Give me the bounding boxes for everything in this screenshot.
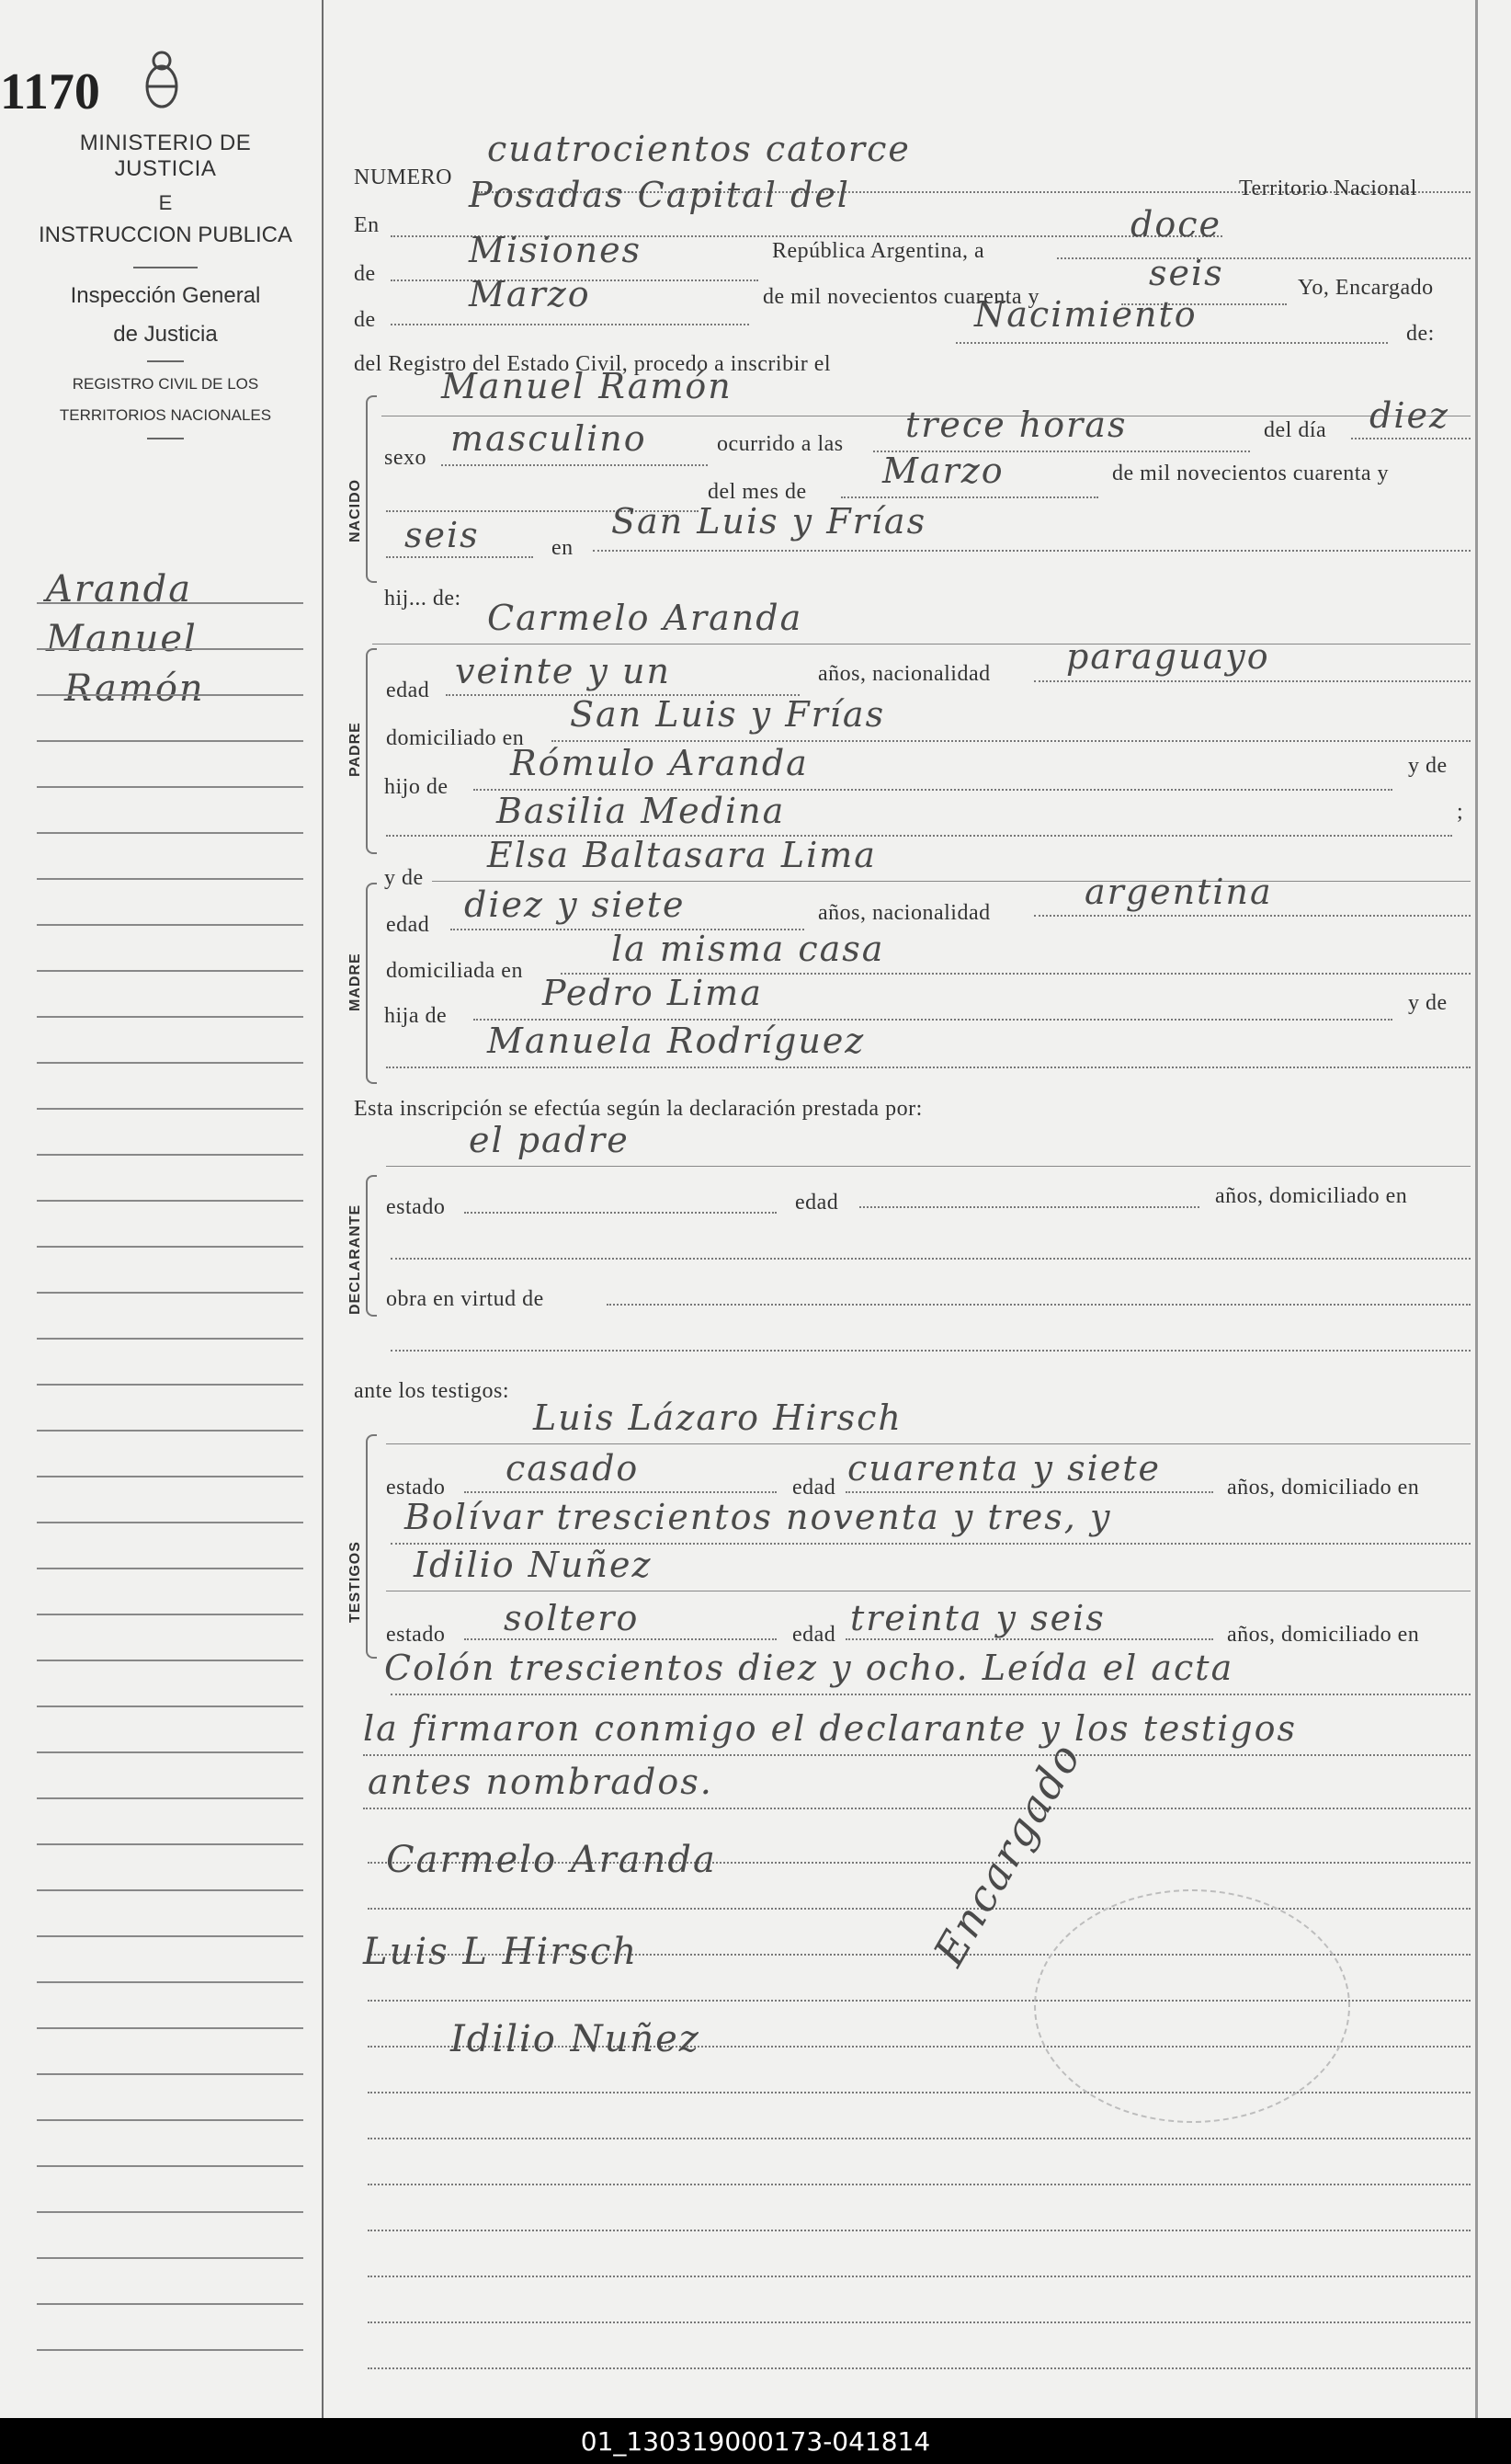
margin-ruled-line	[37, 740, 303, 742]
dia-dotline	[1351, 438, 1471, 439]
testigo1-name-line	[386, 1443, 1471, 1444]
margin-ruled-line	[37, 878, 303, 880]
margin-ruled-line	[37, 924, 303, 926]
margin-ruled-line	[37, 2303, 303, 2305]
declarante-extra-dotline	[391, 1350, 1471, 1352]
margin-ruled-line	[37, 2073, 303, 2075]
signature-3: Idilio Nuñez	[450, 2018, 700, 2060]
testigo2-domicilio-value: Colón trescientos diez y ocho. Leída el acta	[384, 1648, 1234, 1688]
closing-dotline1	[363, 1754, 1471, 1756]
anio-label: de mil novecientos cuarenta y	[1112, 462, 1390, 485]
anio-value: seis	[404, 515, 480, 555]
margin-ruled-line	[37, 1154, 303, 1156]
declarante-estado-label: estado	[386, 1195, 446, 1219]
margin-ruled-line	[37, 1843, 303, 1845]
margin-ruled-line	[37, 1889, 303, 1891]
signature-ruled-line	[368, 2138, 1471, 2139]
madre-edad-value: diez y siete	[464, 884, 686, 925]
declarante-edad-dotline	[859, 1206, 1199, 1208]
margin-ruled-line	[37, 1935, 303, 1937]
testigo2-domicilio-label: años, domiciliado en	[1227, 1623, 1420, 1647]
madre-name-line	[432, 881, 1471, 882]
testigo1-edad-value: cuarenta y siete	[847, 1448, 1161, 1489]
padre-brace	[366, 648, 377, 854]
testigo2-edad-value: treinta y seis	[850, 1598, 1106, 1638]
signature-ruled-line	[368, 2230, 1471, 2231]
margin-ruled-line	[37, 970, 303, 972]
anio-dotline	[386, 556, 533, 558]
lugar-value: San Luis y Frías	[611, 501, 927, 542]
testigo1-domicilio-label: años, domiciliado en	[1227, 1476, 1420, 1500]
madre-hija-de-label: hija de	[384, 1004, 448, 1028]
padre-domiciliado-label: domiciliado en	[386, 726, 525, 750]
footer-label: 01_130319000173-041814	[0, 2418, 1511, 2464]
padre-domicilio-value: San Luis y Frías	[570, 694, 886, 735]
testigos-section-label: TESTIGOS	[347, 1541, 363, 1623]
padre-hijo-de-label: hijo de	[384, 775, 449, 799]
signature-2: Luis L Hirsch	[363, 1931, 639, 1973]
margin-ruled-line	[37, 2119, 303, 2121]
mes-value: Marzo	[882, 451, 1005, 491]
registro-label: del Registro del Estado Civil, procedo a inscribir el	[354, 352, 832, 376]
declarante-dom-dotline	[391, 1258, 1471, 1260]
signature-4: Encargado	[924, 1733, 1091, 1974]
madre-madre-value: Manuela Rodríguez	[487, 1021, 866, 1061]
day-value: doce	[1130, 204, 1221, 245]
nacido-brace	[366, 395, 377, 583]
margin-ruled-line	[37, 832, 303, 834]
numero-value: cuatrocientos catorce	[487, 129, 911, 169]
margin-ruled-line	[37, 1660, 303, 1661]
margin-note-line3: Ramón	[64, 667, 205, 710]
padre-hijo-de-value: Rómulo Aranda	[510, 743, 809, 783]
testigo1-domicilio-value: Bolívar trescientos noventa y tres, y	[404, 1497, 1112, 1537]
month-dotline	[391, 324, 749, 325]
territorio-label: Territorio Nacional	[1239, 177, 1417, 200]
testigo1-name: Luis Lázaro Hirsch	[533, 1397, 903, 1438]
right-border	[1475, 0, 1478, 2418]
signature-ruled-line	[368, 2092, 1471, 2093]
padre-nac-dotline	[1034, 680, 1471, 682]
madre-nacionalidad-value: argentina	[1085, 872, 1273, 912]
declarante-estado-dotline	[464, 1212, 777, 1214]
nacido-name: Manuel Ramón	[441, 366, 733, 406]
folio-number: 1170	[0, 63, 100, 120]
margin-divider	[322, 0, 324, 2418]
margin-ruled-line	[37, 1292, 303, 1294]
testigo1-estado-value: casado	[506, 1448, 640, 1489]
signature-1: Carmelo Aranda	[386, 1839, 717, 1881]
declarante-edad-label: edad	[795, 1191, 839, 1215]
month-value: Marzo	[469, 274, 591, 314]
header-divider	[133, 267, 198, 268]
madre-domiciliada-label: domiciliada en	[386, 959, 523, 983]
encargado-label: Yo, Encargado	[1298, 276, 1434, 300]
margin-ruled-line	[37, 1797, 303, 1799]
margin-ruled-line	[37, 1430, 303, 1432]
republica-label: República Argentina, a	[772, 239, 985, 263]
declarante-section-label: DECLARANTE	[347, 1203, 363, 1315]
madre-section-label: MADRE	[347, 953, 363, 1011]
margin-note-line1: Aranda	[46, 568, 193, 610]
header-divider-2	[147, 360, 184, 362]
inspection-line1: Inspección General	[70, 283, 261, 308]
dia-value: diez	[1369, 395, 1449, 436]
declarante-brace	[366, 1175, 377, 1317]
hijo-label: hij... de:	[384, 587, 461, 610]
margin-ruled-line	[37, 2349, 303, 2351]
margin-ruled-line	[37, 1338, 303, 1340]
margin-ruled-line	[37, 2257, 303, 2259]
hora-value: trece horas	[905, 405, 1128, 445]
testigo2-estado-label: estado	[386, 1623, 446, 1647]
sexo-value: masculino	[450, 418, 647, 459]
margin-ruled-line	[37, 1016, 303, 1018]
margin-ruled-line	[37, 2027, 303, 2029]
closing-line1: la firmaron conmigo el declarante y los testigos	[363, 1708, 1297, 1749]
de-label: de	[354, 262, 376, 286]
padre-dom-dotline	[551, 740, 1471, 742]
testigo1-edad-label: edad	[792, 1476, 836, 1500]
year-label: de mil novecientos cuarenta y	[763, 285, 1040, 309]
madre-domicilio-value: la misma casa	[611, 929, 885, 969]
declarante-line	[386, 1166, 1471, 1167]
padre-nacionalidad-label: años, nacionalidad	[818, 662, 991, 686]
ocurrido-label: ocurrido a las	[717, 432, 844, 456]
declarante-obra-label: obra en virtud de	[386, 1287, 544, 1311]
ministry-header	[28, 131, 303, 439]
testigo2-estado-dotline	[464, 1638, 777, 1640]
madre-hija-de-value: Pedro Lima	[542, 973, 763, 1013]
margin-ruled-line	[37, 1384, 303, 1386]
registro-dotline	[956, 342, 1388, 344]
testigos-brace	[366, 1434, 377, 1659]
declarante-value: el padre	[469, 1120, 630, 1160]
closing-dotline2	[363, 1808, 1471, 1809]
testigos-intro: ante los testigos:	[354, 1379, 509, 1403]
madre-brace	[366, 883, 377, 1084]
declarante-domicilio-label: años, domiciliado en	[1215, 1184, 1408, 1208]
testigo2-name: Idilio Nuñez	[414, 1545, 653, 1585]
mes-dotline	[841, 496, 1098, 498]
madre-madre-dotline	[386, 1067, 1471, 1068]
margin-ruled-line	[37, 2165, 303, 2167]
de-label-2: de	[354, 308, 376, 332]
sexo-label: sexo	[384, 446, 426, 470]
margin-ruled-line	[37, 1614, 303, 1615]
territorio-value: Misiones	[469, 230, 642, 270]
margin-ruled-line	[37, 2211, 303, 2213]
madre-name: Elsa Baltasara Lima	[487, 835, 877, 875]
padre-y-de-label: y de	[1408, 754, 1448, 778]
margin-ruled-line	[37, 1108, 303, 1110]
day-dotline	[1057, 257, 1471, 259]
ministry-line1: MINISTERIO DE JUSTICIA	[79, 131, 252, 181]
signature-ruled-line	[368, 1908, 1471, 1910]
lugar-dotline	[593, 550, 1471, 552]
signature-ruled-line	[368, 2184, 1471, 2185]
inspection-line2: de Justicia	[113, 322, 218, 347]
padre-edad-value: veinte y un	[455, 651, 671, 691]
nacido-section-label: NACIDO	[347, 478, 363, 542]
testigo2-edad-label: edad	[792, 1623, 836, 1647]
declarante-intro: Esta inscripción se efectúa según la declaración prestada por:	[354, 1097, 923, 1121]
testigo1-edad-dotline	[846, 1491, 1213, 1493]
madre-edad-label: edad	[386, 913, 430, 937]
madre-y-de-label: y de	[384, 866, 424, 890]
madre-nac-dotline	[1034, 915, 1471, 917]
official-stamp-icon	[1034, 1889, 1350, 2123]
signature-ruled-line	[368, 2276, 1471, 2277]
margin-ruled-line	[37, 1246, 303, 1248]
signature-ruled-line	[368, 2321, 1471, 2323]
padre-edad-label: edad	[386, 679, 430, 702]
margin-ruled-line	[37, 1705, 303, 1707]
de-colon-label: de:	[1406, 322, 1435, 346]
margin-ruled-line	[37, 1522, 303, 1523]
testigo1-estado-label: estado	[386, 1476, 446, 1500]
en-lugar-label: en	[551, 536, 574, 560]
margin-ruled-line	[37, 1981, 303, 1983]
del-mes-label: del mes de	[708, 480, 807, 504]
header-divider-3	[147, 438, 184, 439]
margin-ruled-line	[37, 1568, 303, 1569]
padre-madre-value: Basilia Medina	[496, 791, 786, 831]
margin-ruled-line	[37, 694, 303, 696]
coat-of-arms-icon	[142, 48, 181, 112]
margin-ruled-line	[37, 602, 303, 604]
padre-section-label: PADRE	[347, 722, 363, 777]
numero-label: NUMERO	[354, 165, 453, 189]
margin-ruled-line	[37, 1200, 303, 1202]
testigo1-estado-dotline	[464, 1491, 777, 1493]
margin-ruled-line	[37, 1062, 303, 1064]
en-value: Posadas Capital del	[469, 175, 850, 215]
year-value: seis	[1149, 253, 1224, 293]
madre-y-de-label-2: y de	[1408, 991, 1448, 1015]
registry-line2: TERRITORIOS NACIONALES	[59, 406, 272, 424]
signature-ruled-line	[368, 2367, 1471, 2369]
del-dia-label: del día	[1264, 418, 1327, 442]
margin-note-line2: Manuel	[46, 618, 198, 660]
declarante-obra-dotline	[607, 1304, 1471, 1306]
margin-ruled-line	[37, 786, 303, 788]
closing-line2: antes nombrados.	[368, 1762, 713, 1802]
sexo-dotline	[441, 464, 708, 466]
margin-ruled-line	[37, 1751, 303, 1753]
ministry-line3: INSTRUCCION PUBLICA	[38, 222, 293, 247]
testigo2-estado-value: soltero	[504, 1598, 640, 1638]
testigo2-edad-dotline	[846, 1638, 1213, 1640]
en-label: En	[354, 213, 380, 237]
ministry-line2: E	[158, 191, 173, 214]
testigo2-dom-dotline	[391, 1694, 1471, 1695]
padre-semicolon: ;	[1457, 800, 1464, 824]
madre-nacionalidad-label: años, nacionalidad	[818, 901, 991, 925]
margin-ruled-line	[37, 648, 303, 650]
padre-name-line	[372, 644, 1471, 645]
padre-name: Carmelo Aranda	[487, 598, 803, 638]
margin-ruled-line	[37, 1476, 303, 1477]
padre-nacionalidad-value: paraguayo	[1066, 636, 1270, 677]
registro-value: Nacimiento	[974, 294, 1198, 335]
registry-line1: REGISTRO CIVIL DE LOS	[72, 375, 259, 393]
